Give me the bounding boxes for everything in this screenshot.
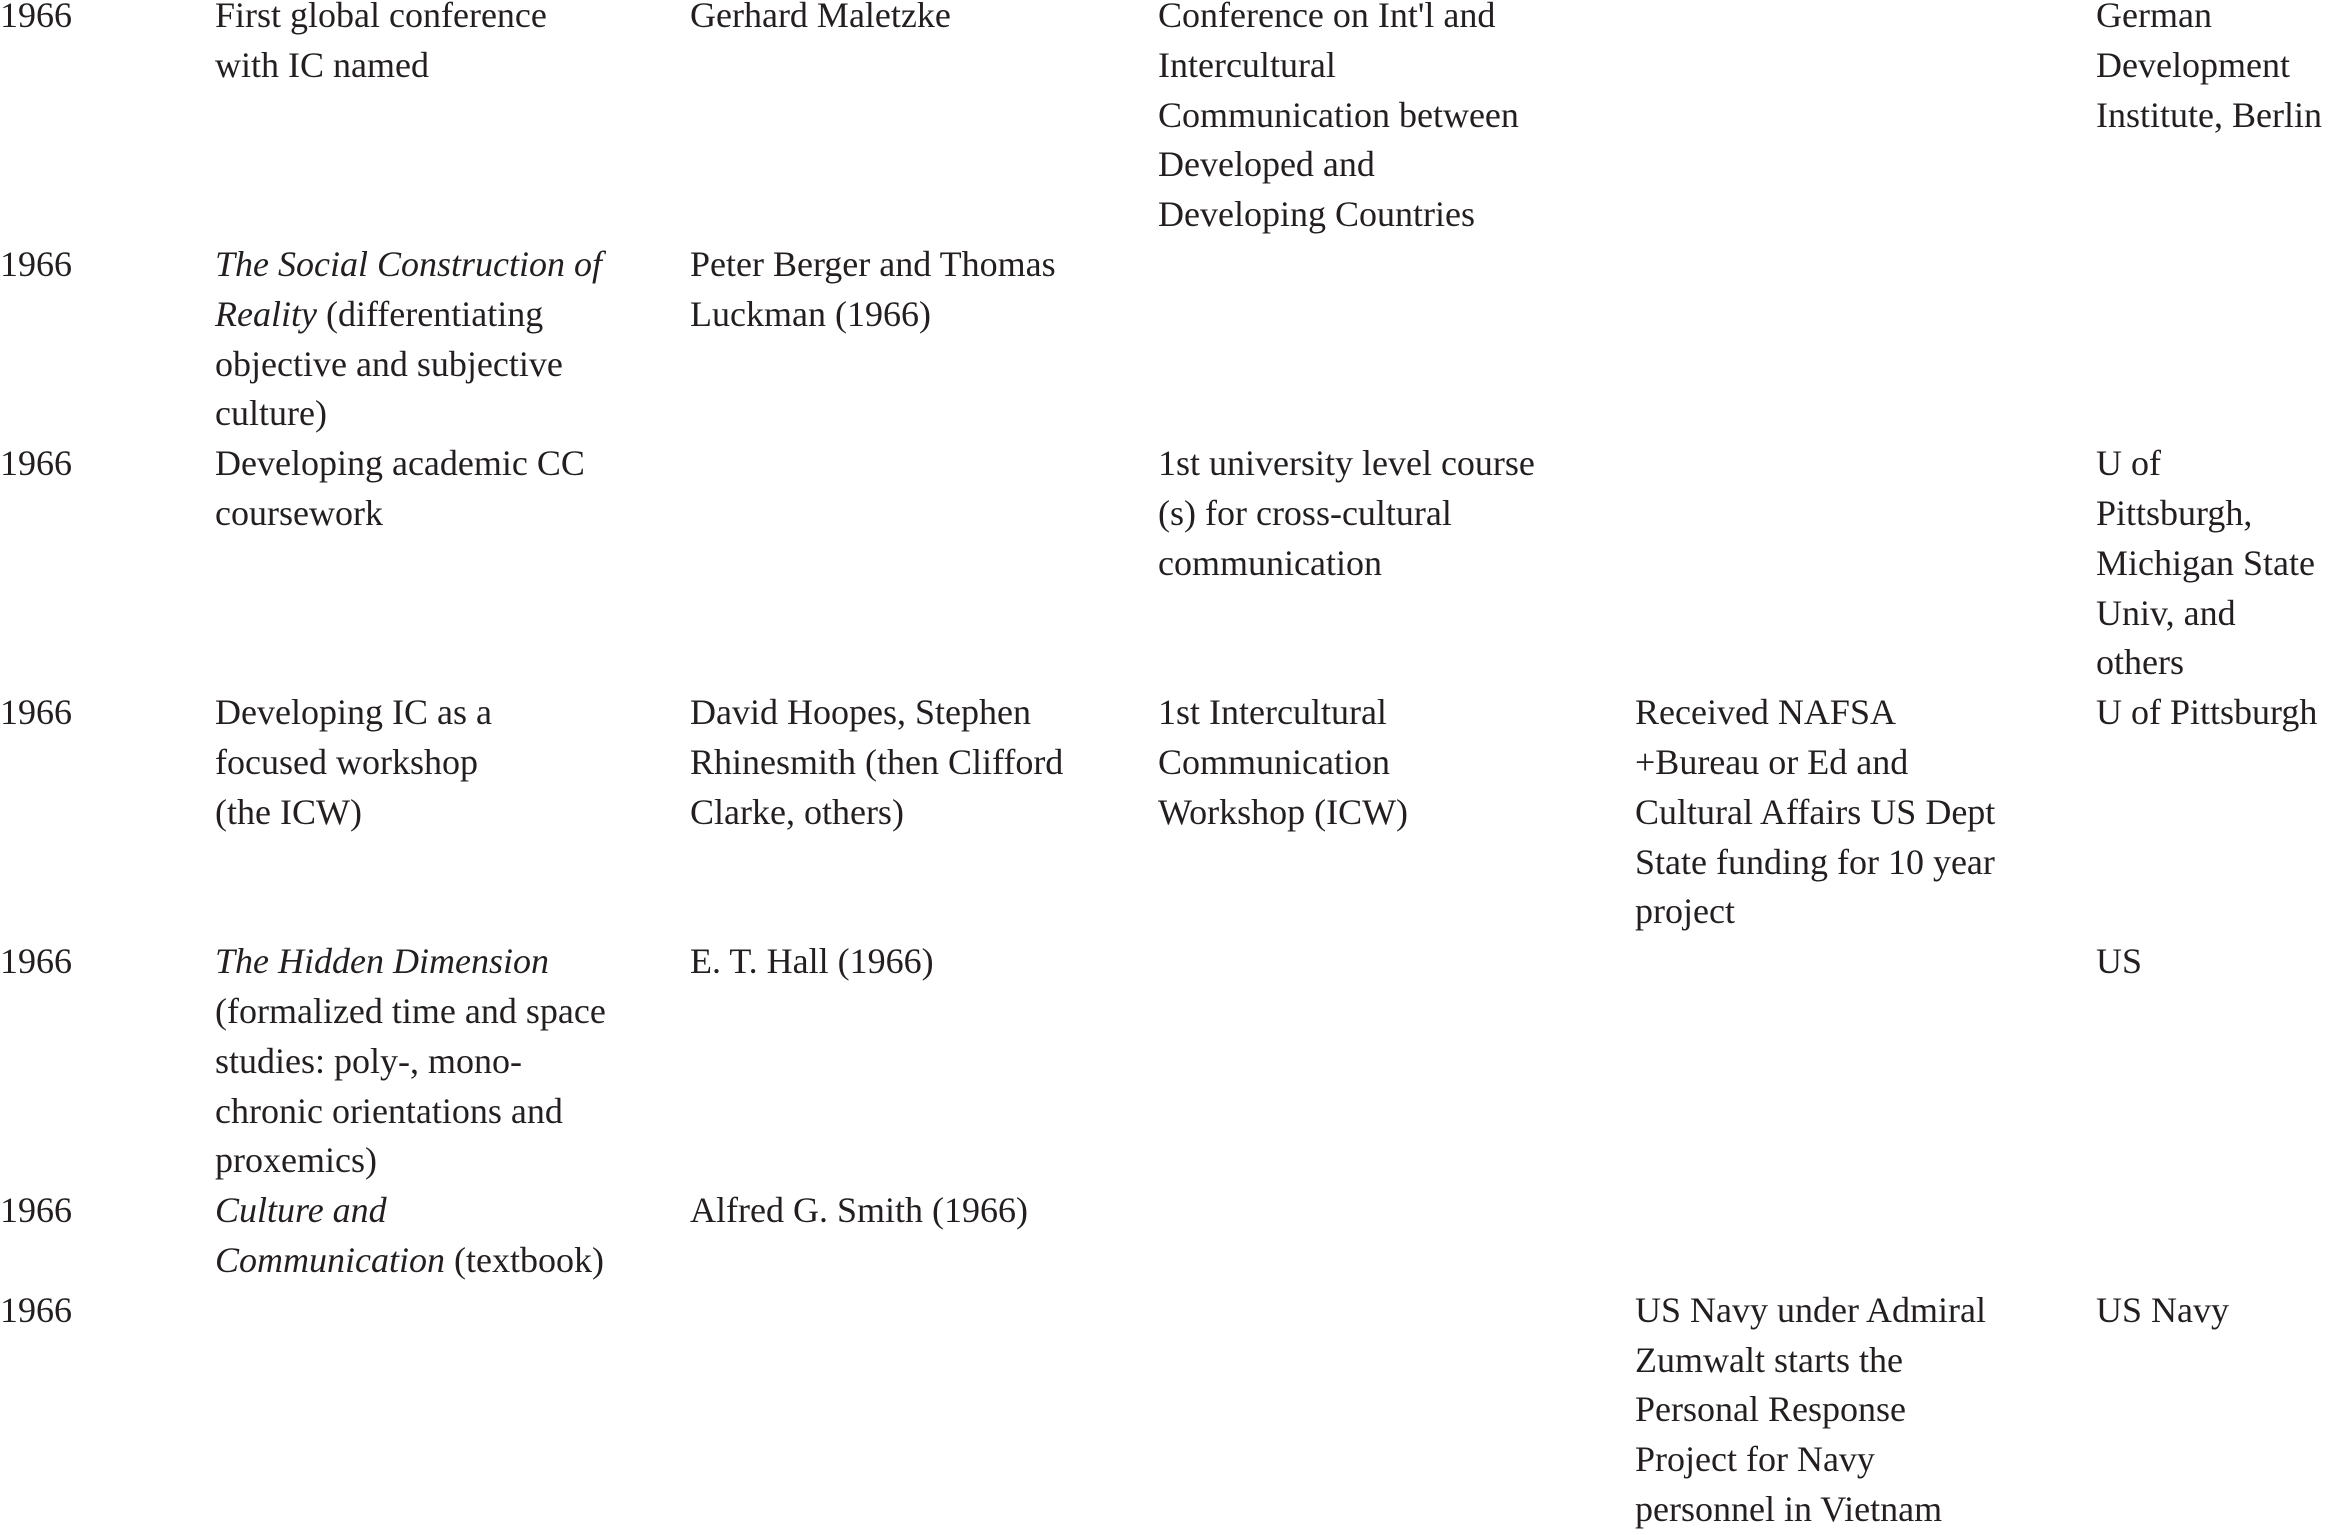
location-cell: German Development Institute, Berlin [2096,0,2322,135]
location-cell: U of Pittsburgh [2096,692,2318,733]
activity-cell: Conference on Int'l and Intercultural Communication between Developed and Developing Countries [1158,0,1519,235]
year-cell: 1966 [0,692,72,733]
year-cell: 1966 [0,1289,72,1330]
book-title: Culture and Communication [215,1190,445,1280]
activity-cell [1158,937,1635,1186]
table-row [0,240,2343,439]
activity-cell: 1st Intercultural Communication Workshop (ICW) [1158,692,1409,832]
location-cell: US Navy [2096,1289,2229,1330]
person-cell: E. T. Hall (1966) [690,941,934,982]
table-row [0,688,2343,937]
table-row [0,0,2343,240]
funding-cell [1635,240,2096,439]
event-cell: Developing academic CC coursework [215,443,585,533]
event-cell [215,1186,690,1286]
event-cell [215,1286,690,1535]
funding-cell: US Navy under Admiral Zumwalt starts the Personal Response Project for Navy personnel in Vietnam [1635,1289,1986,1529]
year-cell: 1966 [0,0,72,35]
location-cell [2096,1186,2343,1286]
funding-cell [1635,937,2096,1186]
person-cell [690,1286,1158,1535]
person-cell [690,439,1158,688]
location-cell [2096,240,2343,439]
year-cell: 1966 [0,243,72,284]
table-row [0,1186,2343,1286]
activity-cell [1158,1286,1635,1535]
event-cell: First global conference with IC named [215,0,547,85]
event-cell: Developing IC as a focused workshop (the ICW) [215,692,492,832]
person-cell: Gerhard Maletzke [690,0,951,35]
event-description: (textbook) [445,1239,604,1280]
person-cell: David Hoopes, Stephen Rhinesmith (then Clifford Clarke, others) [690,692,1064,832]
event-description: (formalized time and space studies: poly-, mono- chronic orientations and proxemics) [215,990,606,1181]
event-description: (differentiating objective and subjective culture) [215,293,563,434]
year-cell: 1966 [0,941,72,982]
funding-cell: Received NAFSA +Bureau or Ed and Cultural Affairs US Dept State funding for 10 year project [1635,692,1996,932]
location-cell: U of Pittsburgh, Michigan State Univ, and others [2096,443,2315,683]
table-row [0,439,2343,688]
funding-cell [1635,439,2096,688]
activity-cell [1158,1186,1635,1286]
year-cell: 1966 [0,443,72,484]
year-cell: 1966 [0,1190,72,1231]
activity-cell: 1st university level course (s) for cross-cultural communication [1158,443,1535,583]
table-row [0,937,2343,1186]
location-cell: US [2096,941,2143,982]
funding-cell [1635,1186,2096,1286]
activity-cell [1158,240,1635,439]
book-title: The Social Construction of Reality [215,243,602,334]
event-cell [215,937,690,1186]
funding-cell [1635,0,2096,240]
person-cell: Alfred G. Smith (1966) [690,1190,1028,1231]
table-row [0,1286,2343,1535]
book-title: The Hidden Dimension [215,941,549,982]
person-cell: Peter Berger and Thomas Luckman (1966) [690,243,1056,334]
event-cell [215,240,690,439]
